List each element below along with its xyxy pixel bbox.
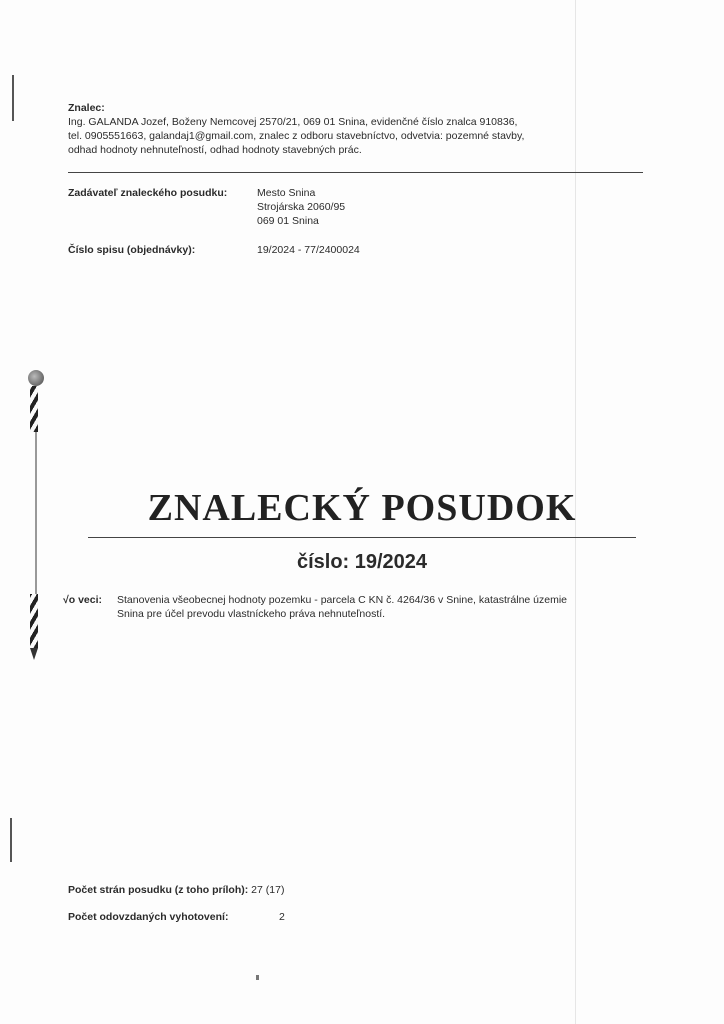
page-count-label: Počet strán posudku (z toho príloh): (68, 884, 249, 896)
margin-mark-bottom (10, 818, 12, 862)
client-address (257, 186, 345, 228)
page-count (68, 883, 284, 897)
matter-label: √o veci: (63, 594, 103, 606)
expert-line-2: tel. 0905551663, galandaj1@gmail.com, znalec z odboru stavebníctvo, odvetvia: pozemné stavby, (68, 130, 525, 142)
expert-heading: Znalec: (68, 102, 105, 114)
matter-text (117, 593, 657, 621)
matter-line-2: Snina pre účel prevodu vlastníckeho práva nehnuteľností. (117, 608, 386, 620)
expert-block (68, 101, 628, 157)
title-underline (88, 537, 636, 538)
binder-tip (30, 648, 38, 660)
file-number-value: 19/2024 - 77/2400024 (257, 244, 360, 256)
expert-line-1: Ing. GALANDA Jozef, Boženy Nemcovej 2570/21, 069 01 Snina, evidenčné číslo znalca 910836, (68, 116, 518, 128)
file-number-label: Číslo spisu (objednávky): (68, 244, 196, 256)
document-title: ZNALECKÝ POSUDOK (147, 487, 577, 529)
document-number: číslo: 19/2024 (296, 551, 428, 573)
scan-speck (256, 975, 259, 980)
binder-cord-upper (30, 386, 38, 432)
client-name: Mesto Snina (257, 187, 316, 199)
client-city: 069 01 Snina (257, 215, 319, 227)
binder-knob (28, 370, 44, 386)
page-count-value: 27 (17) (251, 884, 285, 896)
copies-label: Počet odovzdaných vyhotovení: (68, 911, 229, 923)
client-label: Zadávateľ znaleckého posudku: (68, 187, 228, 199)
copies-value: 2 (279, 911, 285, 923)
expert-line-3: odhad hodnoty nehnuteľností, odhad hodnoty stavebných prác. (68, 144, 362, 156)
client-street: Strojárska 2060/95 (257, 201, 346, 213)
binder-line (35, 432, 37, 594)
margin-mark-top (12, 75, 14, 121)
matter-line-1: Stanovenia všeobecnej hodnoty pozemku - parcela C KN č. 4264/36 v Snine, katastrálne územie (117, 594, 568, 606)
divider-top (68, 172, 643, 173)
binder-cord-lower (30, 594, 38, 648)
